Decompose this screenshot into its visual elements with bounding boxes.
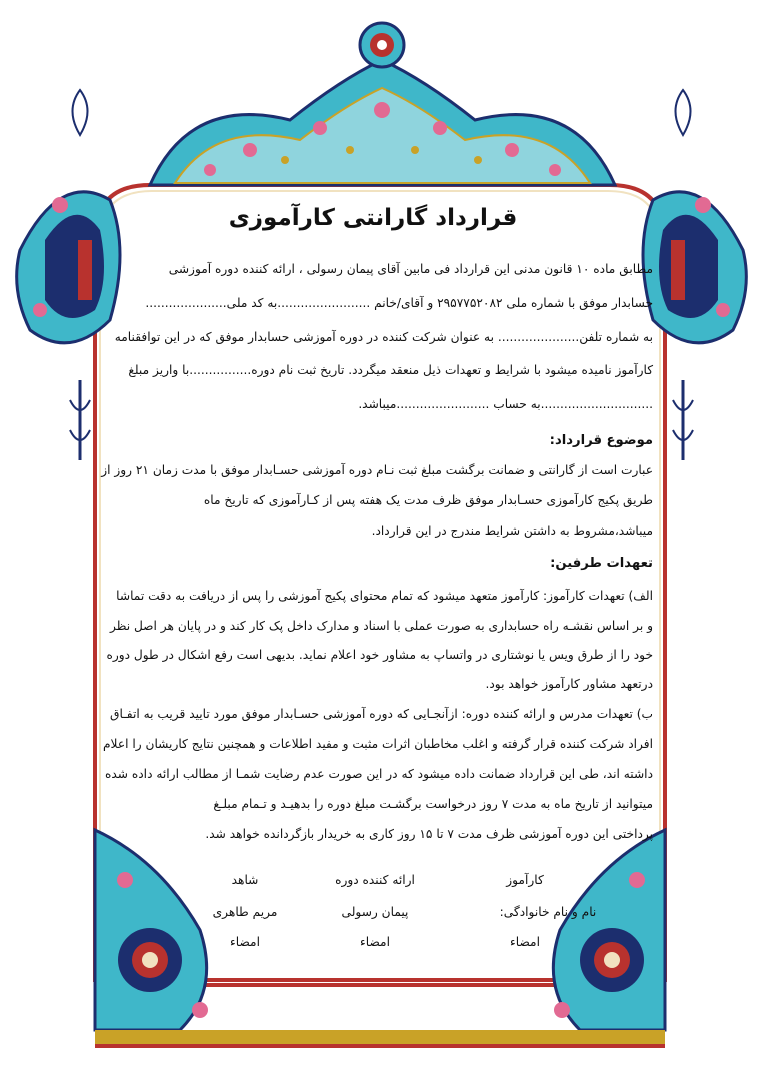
obligations-line: میتوانید از تاریخ ماه به مدت ۷ روز درخواست برگشـت مبلغ دوره را بدهیـد و تـمام مبلـغ <box>213 797 653 811</box>
obligations-line: خود را از طرق ویس یا نوشتاری در واتساپ به مشاور خود اعلام نماید. بدیهی است رفع اشکال در طول دوره <box>106 648 653 662</box>
obligations-line: الف) تعهدات کارآموز: کارآموز متعهد میشود که تمام محتوای پکیج آموزشی را پس از دریافت به دقت تماشا <box>116 589 653 603</box>
trainee-role: کارآموز <box>506 873 544 887</box>
subject-line: میباشد،مشروط به داشتن شرایط مندرج در این قرارداد. <box>371 524 653 538</box>
intro-line: مطابق ماده ۱۰ قانون مدنی این قرارداد فی مابین آقای پیمان رسولی ، ارائه کننده دوره آموزشی <box>168 262 653 276</box>
bottom-right-ornament <box>553 830 665 1030</box>
provider-sign: امضاء <box>360 935 390 949</box>
obligations-line: افراد شرکت کننده قرار گرفته و اغلب مخاطبان اثرات مثبت و مفید اطلاعات و همچنین نتایج کاریشان را اعلام <box>103 737 653 751</box>
obligations-line: درتعهد مشاور کارآموز خواهد بود. <box>485 677 653 691</box>
obligations-line: داشته اند، طی این قرارداد ضمانت داده میشود که در این صورت عدم رضایت شمـا از مطالب ارائه داده شده <box>105 767 653 781</box>
bottom-band <box>95 1030 665 1044</box>
trainee-sign: امضاء <box>510 935 540 949</box>
name-row-label: نام و نام خانوادگی: <box>499 905 597 919</box>
witness-name: مریم طاهری <box>212 905 278 919</box>
subject-heading: موضوع قرارداد: <box>549 433 653 448</box>
left-side-ornament <box>17 90 120 460</box>
right-side-ornament <box>643 90 746 460</box>
intro-line: حسابدار موفق با شماره ملی ۲۹۵۷۷۵۲۰۸۲ و آقای/خانم ........................به کد ملی..................... <box>145 296 653 310</box>
provider-name: پیمان رسولی <box>341 905 409 919</box>
subject-line: عبارت است از گارانتی و ضمانت برگشت مبلغ ثبت نـام دوره آموزشی حسـابدار موفق با مدت زمان ۲۱ روز از <box>101 463 653 477</box>
witness-role: شاهد <box>231 873 259 887</box>
intro-line: به شماره تلفن..................... به عنوان شرکت کننده در دوره آموزشی حسابدار موفق که در این توافقنامه <box>114 330 653 344</box>
intro-line: کارآموز نامیده میشود با شرایط و تعهدات ذیل منعقد میگردد. تاریخ ثبت نام دوره................با واریز مبلغ <box>128 363 653 377</box>
top-ornament <box>150 23 615 185</box>
bottom-left-ornament <box>95 830 208 1030</box>
intro-line: .............................به حساب ........................میباشد. <box>358 397 653 411</box>
contract-title: قرارداد گارانتی کارآموزی <box>228 205 518 231</box>
obligations-line: و بر اساس نقشـه راه حسابداری به صورت عملی با اسناد و مدارک داخل پک کار کند و در پایان هر اصل نظر <box>109 619 653 633</box>
provider-role: ارائه کننده دوره <box>335 873 415 887</box>
obligations-line: ب) تعهدات مدرس و ارائه کننده دوره: ازآنجـایی که دوره آموزشی حسـابدار موفق مورد تایید قریب به اتفـاق <box>110 707 653 721</box>
obligations-line: پرداختی این دوره آموزشی ظرف مدت ۷ تا ۱۵ روز کاری به خریدار بازگردانده خواهد شد. <box>205 827 653 841</box>
subject-line: طریق پکیج کارآموزی حسـابدار موفق ظرف مدت یک هفته پس از کـارآموزی که تاریخ ماه <box>203 493 653 507</box>
obligations-heading: تعهدات طرفین: <box>550 556 653 571</box>
witness-sign: امضاء <box>230 935 260 949</box>
